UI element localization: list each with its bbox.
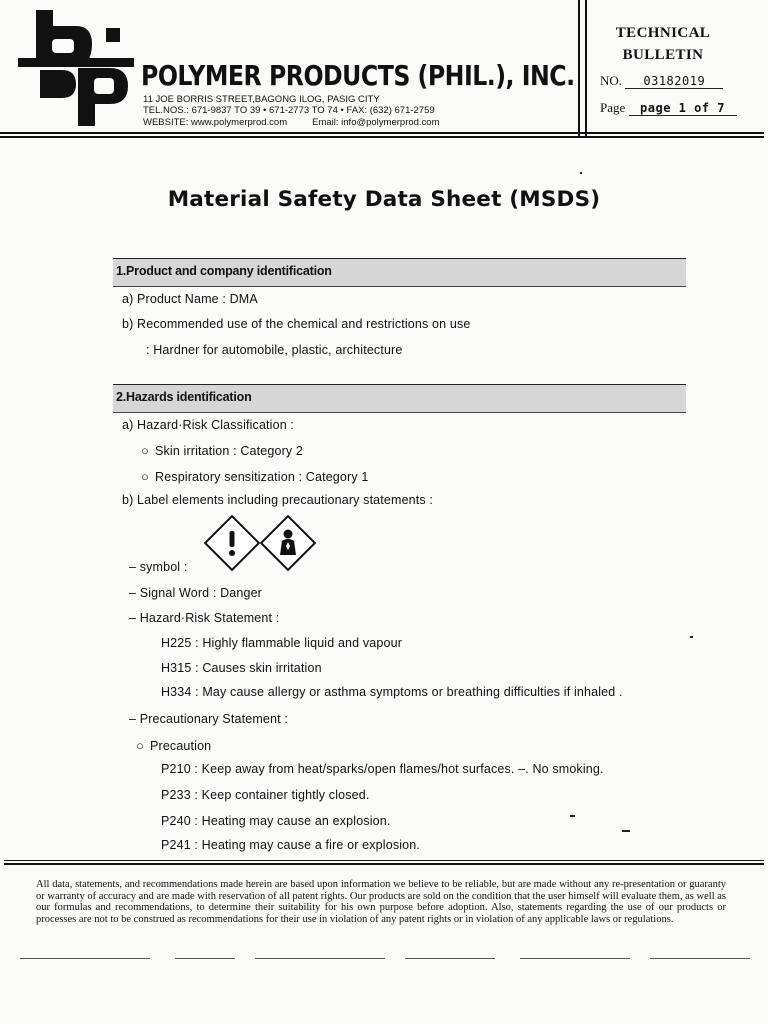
hollow-circle-icon: ○ [136, 738, 145, 753]
header-rule-top [0, 132, 764, 134]
hazard-statement-label: – Hazard·Risk Statement : [129, 611, 280, 625]
classification-text: Respiratory sensitization : Category 1 [155, 470, 369, 484]
hollow-circle-icon: ○ [141, 443, 150, 458]
section-header-product-identification [113, 258, 686, 287]
recommended-use-detail: : Hardner for automobile, plastic, architecture [146, 343, 403, 357]
company-web-contact [143, 117, 440, 128]
hazard-h225: H225 : Highly flammable liquid and vapour [161, 636, 403, 650]
website-link[interactable]: WEBSITE: www.polymerprod.com [143, 117, 288, 128]
bulletin-number [600, 73, 723, 89]
precautionary-statement-label: – Precautionary Statement : [129, 712, 288, 726]
classification-skin-irritation [141, 443, 303, 458]
logo-letters: bpp [76, 124, 78, 125]
precaution-p233: P233 : Keep container tightly closed. [161, 788, 370, 802]
hollow-circle-icon: ○ [141, 469, 150, 484]
footer-dash-line [20, 958, 150, 959]
header-divider-left [578, 0, 580, 137]
footer-dash-line [255, 958, 385, 959]
scan-speck [690, 636, 693, 638]
footer-rule-top [4, 860, 764, 861]
section-header-label: 2.Hazards identification [116, 390, 252, 404]
precaution-p241: P241 : Heating may cause a fire or explosion. [161, 838, 420, 852]
precaution-p240: P240 : Heating may cause an explosion. [161, 814, 391, 828]
bulletin-page [600, 100, 737, 116]
company-name: POLYMER PRODUCTS (PHIL.), INC. [141, 60, 575, 92]
precaution-heading-text: Precaution [150, 739, 212, 753]
health-hazard-icon [260, 515, 317, 572]
section-header-label: 1.Product and company identification [116, 264, 332, 278]
scan-speck [622, 830, 630, 832]
hazard-h315: H315 : Causes skin irritation [161, 661, 322, 675]
precaution-p210: P210 : Keep away from heat/sparks/open flames/hot surfaces. –. No smoking. [161, 762, 604, 776]
bulletin-title [596, 22, 730, 66]
footer-dash-line [650, 958, 750, 959]
bulletin-title-line2: BULLETIN [622, 47, 704, 63]
legal-disclaimer: All data, statements, and recommendations made herein are based upon information we believe to be reliable, but are made without any re-presentation or guaranty or warranty of accuracy and are made with reservation of all patent rights. Our products are sold on the condition that the user himself will evaluate them, as well as our formulas and recommendations, to determine their suitability for his own purpose before adoption. Also, statements regarding the use of our products or processes are not to be construed as recommendations for their use in violation of any patent rights or in violation of any applicable laws or regulations. [36, 879, 726, 925]
bulletin-number-label: NO. [600, 73, 623, 88]
document-title: Material Safety Data Sheet (MSDS) [167, 187, 601, 212]
email-link[interactable]: Email: info@polymerprod.com [312, 117, 440, 128]
hazard-classification-label: a) Hazard·Risk Classification : [122, 418, 295, 432]
phone-line: TEL.NOS.: 671-9837 TO 39 • 671-2773 TO 74 • FAX: (632) 671-2759 [143, 104, 435, 116]
address-line: 11 JOE BORRIS STREET,BAGONG ILOG, PASIG CITY [143, 94, 380, 105]
bulletin-title-line1: TECHNICAL [615, 25, 711, 41]
bulletin-page-value: page 1 of 7 [629, 102, 737, 116]
precaution-heading [136, 738, 211, 753]
footer-rule-bottom [4, 863, 764, 865]
footer-dash-line [405, 958, 495, 959]
section-header-hazards-identification [113, 384, 686, 413]
classification-respiratory [141, 469, 368, 484]
company-logo [18, 8, 134, 126]
recommended-use-line: b) Recommended use of the chemical and restrictions on use [122, 317, 471, 331]
scan-speck [570, 815, 575, 817]
header-divider-right [585, 0, 587, 137]
label-elements-label: b) Label elements including precautionary statements : [122, 493, 434, 507]
symbol-label: – symbol : [129, 560, 188, 574]
footer-dash-line [175, 958, 235, 959]
signal-word: – Signal Word : Danger [129, 586, 262, 600]
product-name-line: a) Product Name : DMA [122, 292, 258, 306]
header-rule-bottom [0, 136, 764, 138]
bulletin-number-value: 03182019 [625, 75, 723, 89]
hazard-h334: H334 : May cause allergy or asthma symptoms or breathing difficulties if inhaled . [161, 685, 623, 699]
exclamation-mark-icon [204, 515, 261, 572]
company-address [143, 95, 435, 116]
scan-speck [580, 172, 582, 174]
classification-text: Skin irritation : Category 2 [155, 444, 304, 458]
footer-dash-line [520, 958, 630, 959]
bulletin-page-label: Page [600, 100, 626, 115]
